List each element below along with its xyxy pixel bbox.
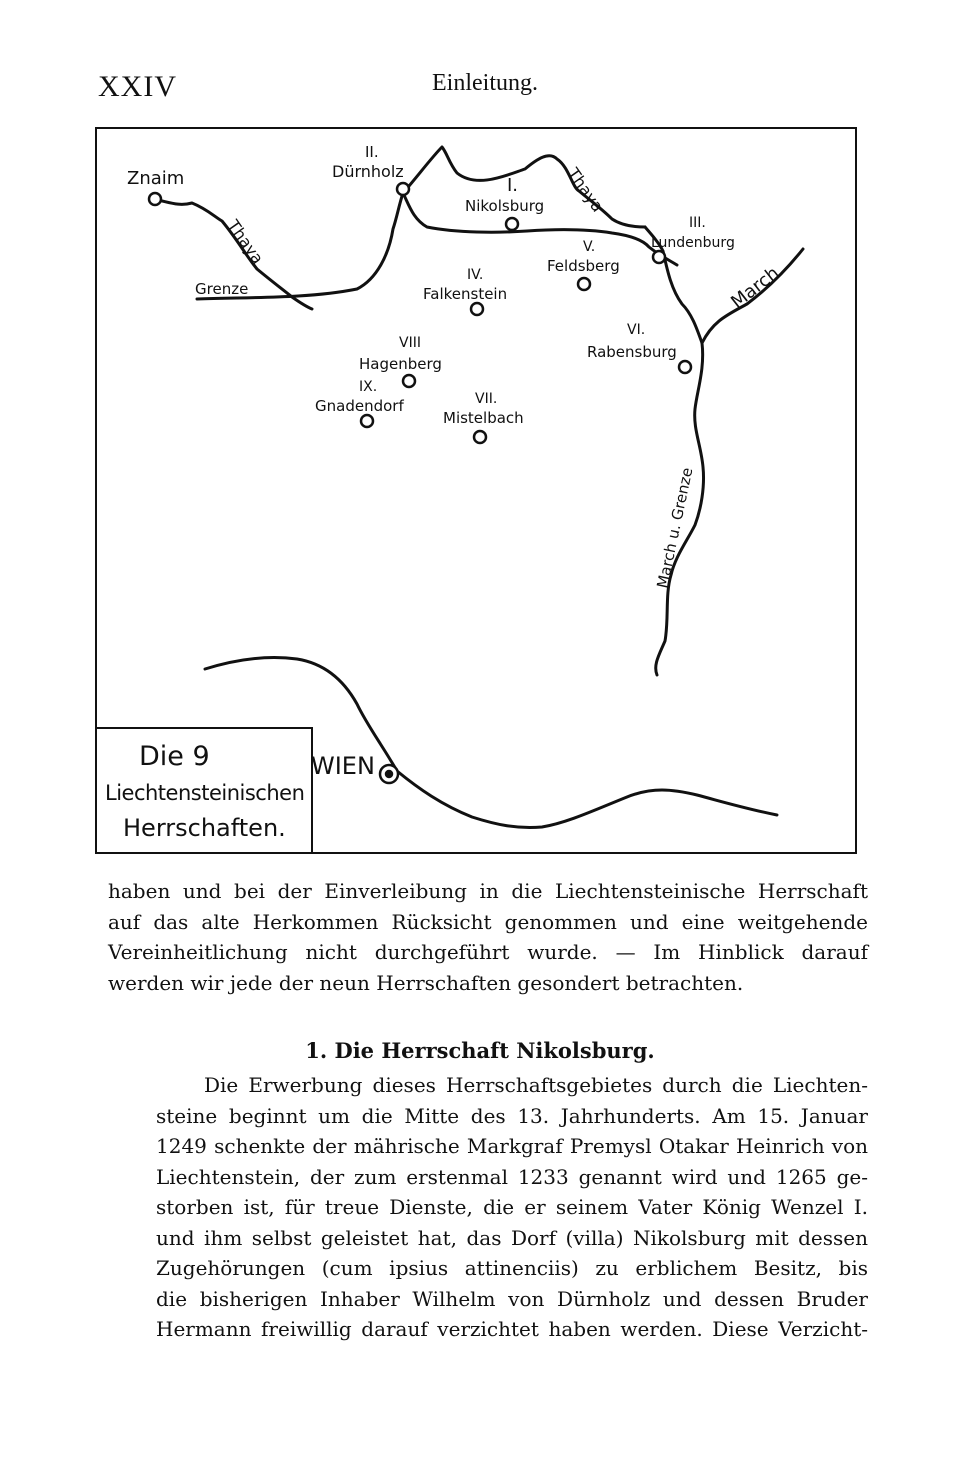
legend-line-2: Liechtensteinischen	[105, 781, 305, 805]
text-line: die bisherigen Inhaber Wilhelm von Dürnholz und dessen Bruder	[156, 1286, 868, 1311]
numeral-8: VIII	[399, 335, 421, 351]
section-heading: 1. Die Herrschaft Nikolsburg.	[305, 1038, 655, 1063]
numeral-6: VI.	[627, 322, 646, 338]
label-falkenstein: Falkenstein	[423, 285, 508, 303]
label-lundenburg: Lundenburg	[651, 235, 735, 251]
text-line: 1249 schenkte der mährische Markgraf Premysl Otakar Heinrich von	[156, 1134, 868, 1158]
text-line: werden wir jede der neun Herrschaften gesondert betrachten.	[108, 970, 744, 995]
label-rabensburg: Rabensburg	[587, 343, 677, 361]
numeral-7: VII.	[475, 391, 498, 407]
legend-line-3: Herrschaften.	[123, 814, 286, 842]
label-hagenberg: Hagenberg	[359, 355, 442, 373]
paragraph-2	[108, 1070, 868, 1345]
text-line: haben und bei der Einverleibung in die Liechtensteinische Herrschaft	[108, 879, 868, 903]
lundenburg-marker	[653, 251, 665, 263]
numeral-5: V.	[583, 239, 596, 255]
gnadendorf-marker	[361, 415, 373, 427]
duernholz-marker	[397, 183, 409, 195]
text-line: Hermann freiwillig darauf verzichtet haben werden. Diese Verzicht-	[156, 1317, 868, 1341]
label-znaim: Znaim	[127, 168, 185, 189]
numeral-2: II.	[365, 143, 379, 161]
wien-marker-inner	[386, 771, 392, 777]
numeral-3: III.	[689, 215, 706, 231]
northern-border	[403, 147, 645, 227]
text-line: Vereinheitlichung nicht durchgeführt wurde. — Im Hinblick darauf	[108, 940, 868, 964]
text-line: auf das alte Herkommen Rücksicht genommen und eine weitgehende	[108, 909, 868, 934]
label-thaya-north: Thaya	[563, 164, 608, 216]
label-nikolsburg: Nikolsburg	[465, 197, 545, 215]
hagenberg-marker	[403, 375, 415, 387]
label-mistelbach: Mistelbach	[443, 409, 524, 427]
nikolsburg-marker	[506, 218, 518, 230]
rabensburg-marker	[679, 361, 691, 373]
text-line: Zugehörungen (cum ipsius attinenciis) zu erblichem Besitz, bis	[156, 1256, 868, 1280]
label-grenze: Grenze	[195, 280, 249, 298]
label-gnadendorf: Gnadendorf	[315, 397, 404, 415]
legend-line-1: Die 9	[139, 741, 210, 772]
paragraph-1	[108, 876, 868, 998]
running-title: Einleitung.	[432, 70, 538, 96]
label-march: March	[727, 262, 784, 313]
page-number: XXIV	[98, 70, 177, 103]
label-feldsberg: Feldsberg	[547, 257, 620, 275]
numeral-1: I.	[507, 175, 519, 196]
label-duernholz: Dürnholz	[332, 162, 404, 181]
feldsberg-marker	[578, 278, 590, 290]
label-wien: WIEN	[311, 752, 375, 780]
mistelbach-marker	[474, 431, 486, 443]
label-thaya-west: Thaya	[223, 216, 268, 268]
numeral-4: IV.	[467, 267, 484, 283]
text-line: und ihm selbst geleistet hat, das Dorf (villa) Nikolsburg mit dessen	[156, 1225, 868, 1250]
numeral-9: IX.	[359, 379, 378, 395]
falkenstein-marker	[471, 303, 483, 315]
text-line: steine beginnt um die Mitte des 13. Jahrhunderts. Am 15. Januar	[156, 1103, 868, 1128]
map-legend	[97, 727, 313, 854]
text-line: Die Erwerbung dieses Herrschaftsgebietes durch die Liechten-	[204, 1073, 868, 1097]
text-line: Liechtenstein, der zum erstenmal 1233 genannt wird und 1265 ge-	[156, 1164, 868, 1189]
text-line: storben ist, für treue Dienste, die er seinem Vater König Wenzel I.	[156, 1195, 868, 1219]
znaim-marker	[149, 193, 161, 205]
label-march-grenze: March u. Grenze	[653, 465, 697, 590]
map-figure	[95, 127, 857, 854]
